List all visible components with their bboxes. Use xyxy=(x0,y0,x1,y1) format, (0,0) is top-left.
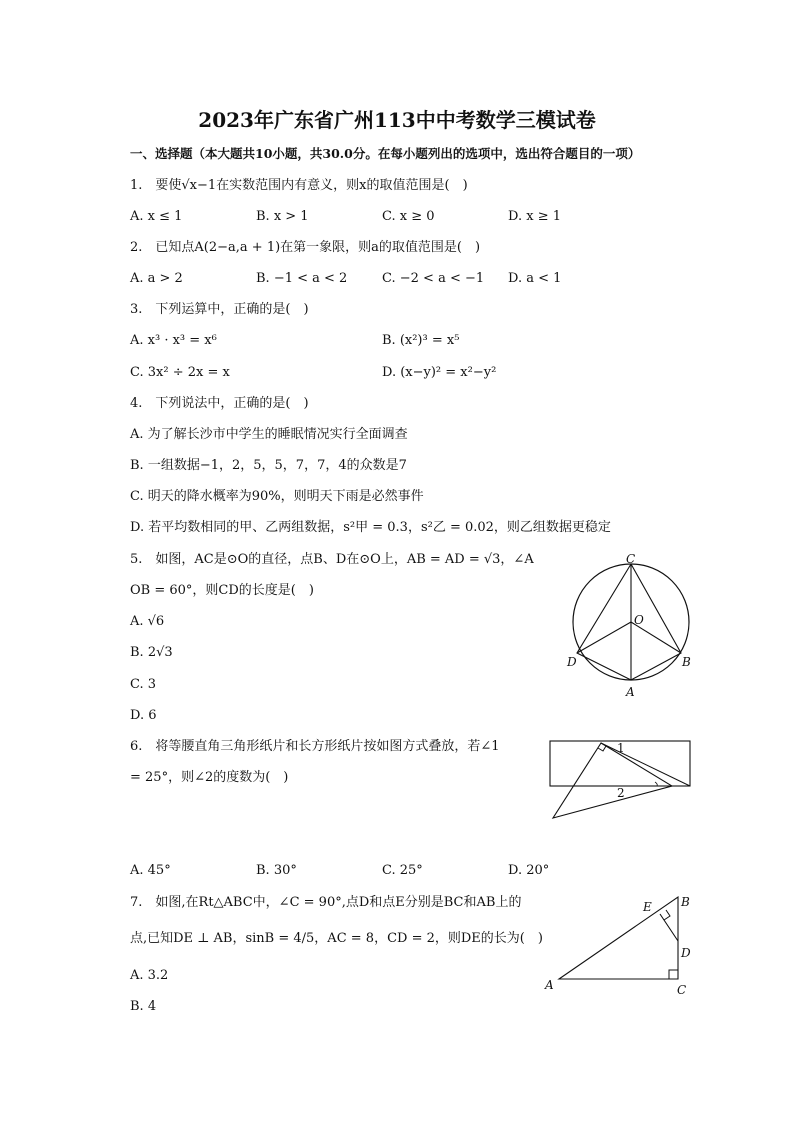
isosceles-right-triangle xyxy=(553,743,672,818)
question-3-stem: 3. 下列运算中，正确的是( ) xyxy=(130,302,309,317)
angle-2-label: 2 xyxy=(617,786,625,800)
segment-de xyxy=(660,914,678,941)
q3-option-a[interactable]: A. x³ · x³ = x⁶ xyxy=(130,333,217,348)
q1-option-d[interactable]: D. x ≥ 1 xyxy=(508,209,561,224)
q4-option-a[interactable]: A. 为了解长沙市中学生的睡眠情况实行全面调查 xyxy=(130,427,408,442)
label-b: B xyxy=(681,895,690,909)
q4-option-d[interactable]: D. 若平均数相同的甲、乙两组数据，s²甲 = 0.3，s²乙 = 0.02，则乙组数据更稳定 xyxy=(130,520,611,535)
q7-option-a[interactable]: A. 3.2 xyxy=(130,968,169,983)
question-5-stem-line2: OB = 60°，则CD的长度是( ) xyxy=(130,583,314,598)
angle-1-label: 1 xyxy=(617,741,625,755)
q1-option-a[interactable]: A. x ≤ 1 xyxy=(130,209,183,224)
label-c: C xyxy=(677,983,687,997)
q4-option-b[interactable]: B. 一组数据−1，2，5，5，7，7，4的众数是7 xyxy=(130,458,407,473)
label-o: O xyxy=(634,613,644,627)
question-1-stem: 1. 要使√x−1在实数范围内有意义，则x的取值范围是( ) xyxy=(130,178,468,193)
question-2-stem: 2. 已知点A(2−a,a + 1)在第一象限，则a的取值范围是( ) xyxy=(130,240,481,255)
q5-option-d[interactable]: D. 6 xyxy=(130,708,157,723)
question-7-stem-line1: 7. 如图,在Rt△ABC中，∠C = 90°,点D和点E分别是BC和AB上的 xyxy=(130,895,522,910)
angle-2-arc xyxy=(655,782,657,786)
q2-option-c[interactable]: C. −2 < a < −1 xyxy=(382,271,485,286)
section-heading: 一、选择题（本大题共10小题，共30.0分。在每小题列出的选项中，选出符合题目的一项） xyxy=(130,146,641,161)
label-e: E xyxy=(643,900,652,914)
q2-option-a[interactable]: A. a > 2 xyxy=(130,271,183,286)
q6-option-d[interactable]: D. 20° xyxy=(508,863,550,878)
question-4-stem: 4. 下列说法中，正确的是( ) xyxy=(130,396,309,411)
q3-option-b[interactable]: B. (x²)³ = x⁵ xyxy=(382,333,460,348)
triangle-hypotenuse xyxy=(601,743,690,786)
q7-option-b[interactable]: B. 4 xyxy=(130,999,157,1014)
q5-option-b[interactable]: B. 2√3 xyxy=(130,645,173,660)
q2-option-d[interactable]: D. a < 1 xyxy=(508,271,562,286)
label-a: A xyxy=(545,978,554,992)
right-triangle-figure xyxy=(540,888,705,1000)
label-a: A xyxy=(626,685,635,699)
q2-option-b[interactable]: B. −1 < a < 2 xyxy=(256,271,348,286)
right-angle-c xyxy=(669,970,678,979)
q4-option-c[interactable]: C. 明天的降水概率为90%，则明天下雨是必然事件 xyxy=(130,489,424,504)
question-6-stem-line1: 6. 将等腰直角三角形纸片和长方形纸片按如图方式叠放，若∠1 xyxy=(130,739,500,754)
quadrilateral-cdab xyxy=(577,564,681,680)
label-d: D xyxy=(681,946,691,960)
question-7-stem-line2: 点,已知DE ⊥ AB，sinB = 4/5，AC = 8，CD = 2，则DE的长为( ) xyxy=(130,931,543,946)
question-5-stem-line1: 5. 如图，AC是⊙O的直径，点B、D在⊙O上，AB = AD = √3，∠A xyxy=(130,552,534,567)
q5-option-a[interactable]: A. √6 xyxy=(130,614,165,629)
q6-option-c[interactable]: C. 25° xyxy=(382,863,423,878)
page-title: 2023年广东省广州113中中考数学三模试卷 xyxy=(198,108,596,132)
q1-option-c[interactable]: C. x ≥ 0 xyxy=(382,209,435,224)
q3-option-c[interactable]: C. 3x² ÷ 2x = x xyxy=(130,365,230,380)
q3-option-d[interactable]: D. (x−y)² = x²−y² xyxy=(382,365,497,380)
question-6-stem-line2: = 25°，则∠2的度数为( ) xyxy=(130,770,289,785)
label-d: D xyxy=(567,655,577,669)
triangle-abc xyxy=(559,897,678,979)
label-c: C xyxy=(626,552,636,566)
right-angle-e xyxy=(664,910,670,920)
q1-option-b[interactable]: B. x > 1 xyxy=(256,209,309,224)
q5-option-c[interactable]: C. 3 xyxy=(130,677,157,692)
triangle-rectangle-figure xyxy=(545,735,695,823)
q6-option-a[interactable]: A. 45° xyxy=(130,863,171,878)
radius-od xyxy=(577,622,631,653)
circle-figure xyxy=(560,550,700,702)
q6-option-b[interactable]: B. 30° xyxy=(256,863,297,878)
label-b: B xyxy=(682,655,691,669)
